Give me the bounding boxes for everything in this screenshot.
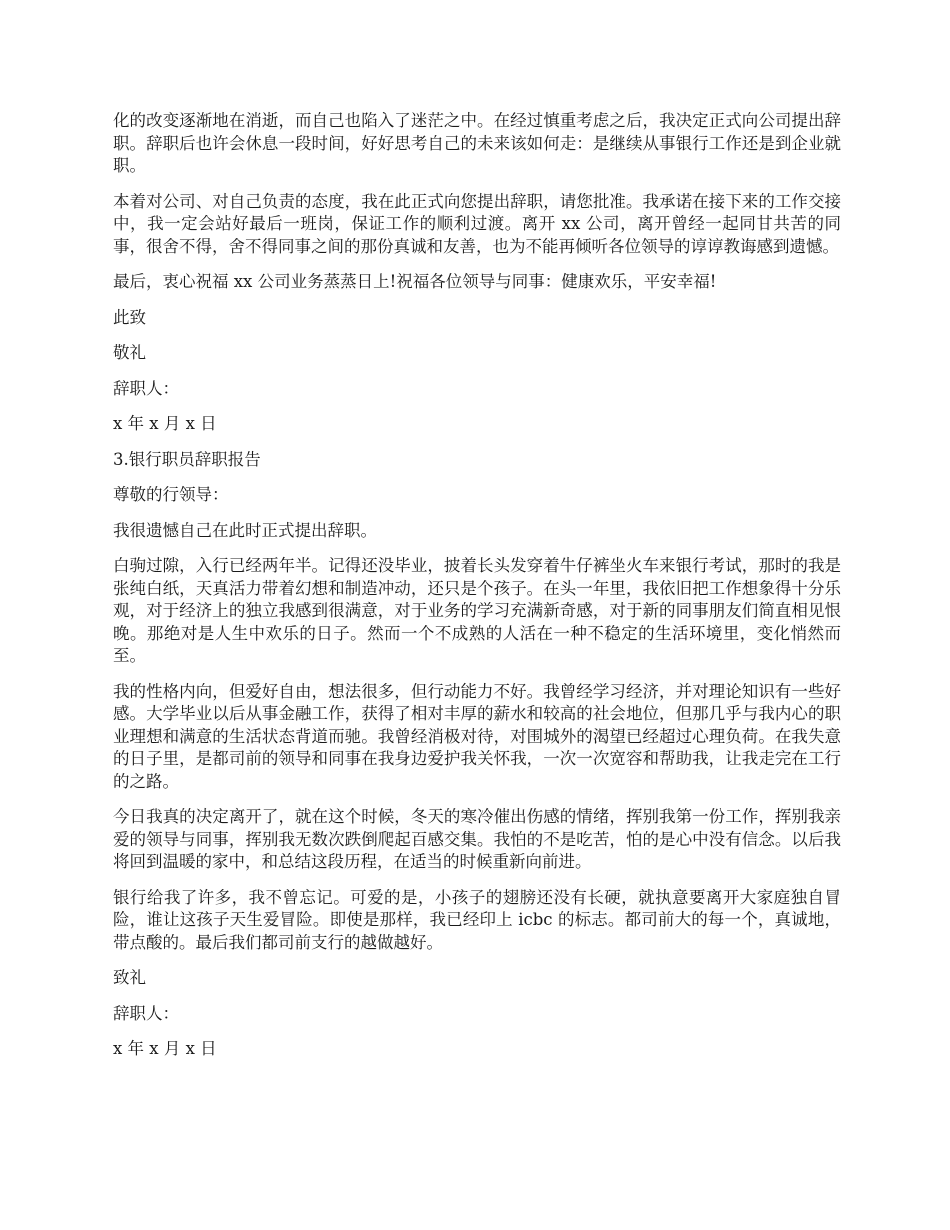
- closing-cizhi: 此致: [113, 307, 146, 327]
- closing-jingli: 敬礼: [113, 343, 146, 362]
- date-line: x 年 x 月 x 日: [113, 414, 217, 433]
- paragraph-gratitude: 银行给我了许多，我不曾忘记。可爱的是，小孩子的翅膀还没有长硬，就执意要离开大家庭独自冒险，谁让这孩子天生爱冒险。即使是那样，我已经印上 icbc 的标志。都司前大的每一个，真诚地，带点酸的。最后我们都司前支行的越做越好。: [113, 887, 841, 952]
- closing-zhili: 致礼: [113, 968, 146, 987]
- paragraph-intro: 我很遗憾自己在此时正式提出辞职。: [113, 520, 377, 540]
- paragraph-blessing: 最后，衷心祝福 xx 公司业务蒸蒸日上!祝福各位领导与同事：健康欢乐，平安幸福!: [113, 272, 717, 291]
- date-line-2: x 年 x 月 x 日: [113, 1039, 217, 1058]
- section-heading: 3.银行职员辞职报告: [113, 449, 261, 469]
- paragraph-memories: 白驹过隙，入行已经两年半。记得还没毕业，披着长头发穿着牛仔裤坐火车来银行考试，那时的我是张纯白纸，天真活力带着幻想和制造冲动，还只是个孩子。在头一年里，我依旧把工作想象得十分乐观，对于经济上的独立我感到很满意，对于业务的学习充满新奇感，对于新的同事朋友们简直相见恨晚。那绝对是人生中欢乐的日子。然而一个不成熟的人活在一种不稳定的生活环境里，变化悄然而至。: [113, 556, 841, 665]
- paragraph-personality: 我的性格内向，但爱好自由，想法很多，但行动能力不好。我曾经学习经济，并对理论知识有一些好感。大学毕业以后从事金融工作，获得了相对丰厚的薪水和较高的社会地位，但那几乎与我内心的职业理想和满意的生活状态背道而驰。我曾经消极对待，对围城外的渴望已经超过心理负荷。在我失意的日子里，是都司前的领导和同事在我身边爱护我关怀我，一次一次宽容和帮助我，让我走完在工行的之路。: [113, 681, 841, 791]
- signature-label-2: 辞职人：: [113, 1003, 179, 1023]
- signature-label: 辞职人：: [113, 378, 179, 398]
- paragraph-continuation: 化的改变逐渐地在消逝，而自己也陷入了迷茫之中。在经过慎重考虑之后，我决定正式向公司提出辞职。辞职后也许会休息一段时间，好好思考自己的未来该如何走：是继续从事银行工作还是到企业就职。: [113, 111, 841, 175]
- paragraph-decision: 今日我真的决定离开了，就在这个时候，冬天的寒冷催出伤感的情绪，挥别我第一份工作，挥别我亲爱的领导与同事，挥别我无数次跌倒爬起百感交集。我怕的不是吃苦，怕的是心中没有信念。以后我将回到温暖的家中，和总结这段历程，在适当的时候重新向前进。: [113, 807, 841, 871]
- paragraph-responsibility: 本着对公司、对自己负责的态度，我在此正式向您提出辞职，请您批准。我承诺在接下来的工作交接中，我一定会站好最后一班岗，保证工作的顺利过渡。离开 xx 公司，离开曾经一起同甘共苦的同事，很舍不得，舍不得同事之间的那份真诚和友善，也为不能再倾听各位领导的谆谆教诲感到遗憾。: [113, 191, 841, 256]
- salutation: 尊敬的行领导：: [113, 485, 229, 504]
- document-body: [113, 110, 841, 1074]
